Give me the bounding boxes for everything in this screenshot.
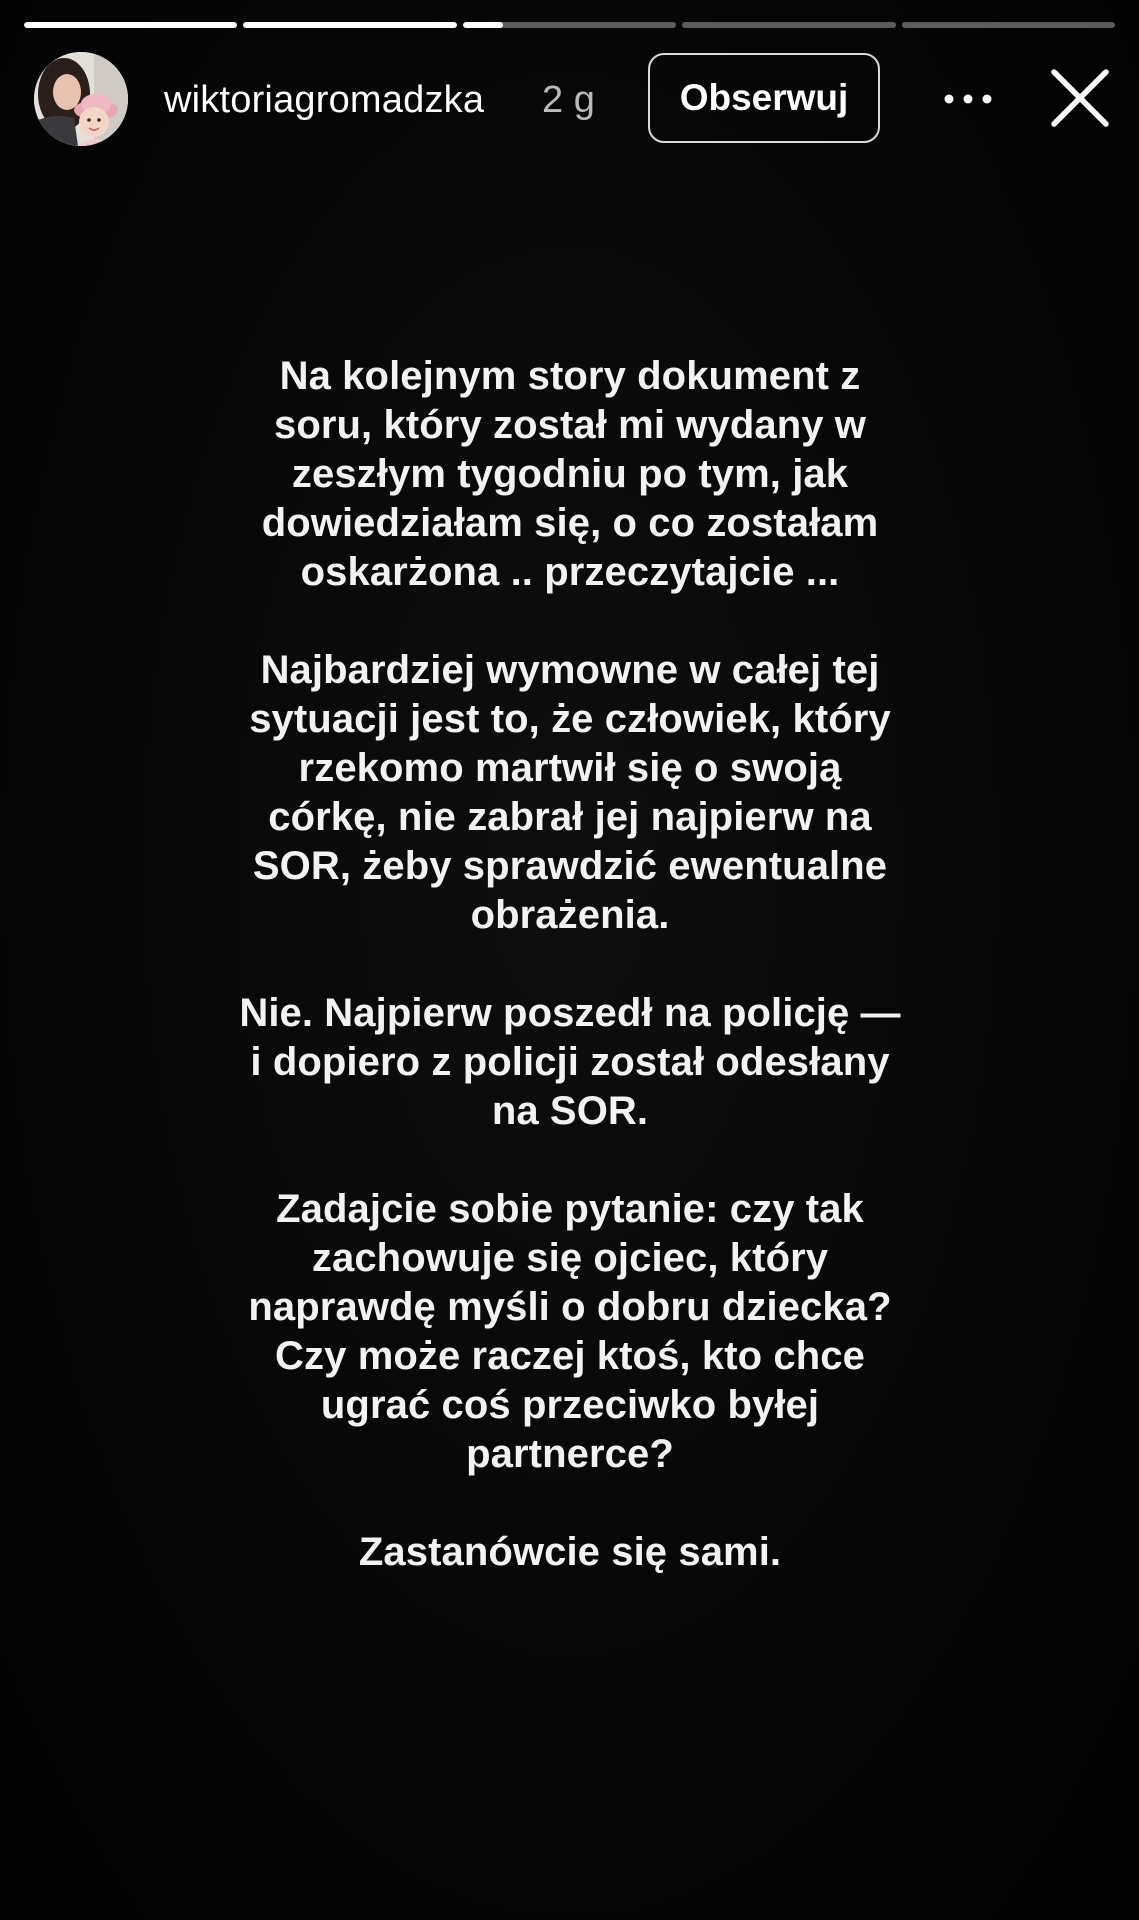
progress-segment-fill xyxy=(24,22,237,28)
progress-segment-fill xyxy=(243,22,456,28)
progress-segment-fill xyxy=(463,22,504,28)
username[interactable]: wiktoriagromadzka xyxy=(164,79,485,121)
progress-segment xyxy=(243,22,456,28)
progress-segment xyxy=(682,22,895,28)
story-text xyxy=(170,352,970,1577)
story-paragraph: Zastanówcie się sami. xyxy=(358,1530,782,1574)
progress-segment xyxy=(24,22,237,28)
story-paragraph: Zadajcie sobie pytanie: czy tak zachowuje się ojciec, który naprawdę myśli o dobru dziecka? Czy może raczej ktoś, kto chce ugrać coś przeciwko byłej partnerce? xyxy=(248,1187,892,1476)
avatar[interactable] xyxy=(34,52,128,146)
story-paragraph: Najbardziej wymowne w całej tej sytuacji jest to, że człowiek, który rzekomo martwił się o swoją córkę, nie zabrał jej najpierw na SOR, żeby sprawdzić ewentualne obrażenia. xyxy=(249,648,891,937)
story-header xyxy=(34,52,1114,146)
follow-button[interactable]: Obserwuj xyxy=(648,53,880,143)
story-paragraph: Nie. Najpierw poszedł na policję — i dopiero z policji został odesłany na SOR. xyxy=(239,991,901,1133)
story-paragraph: Na kolejnym story dokument z soru, który został mi wydany w zeszłym tygodniu po tym, jak dowiedziałam się, o co zostałam oskarżona .. przeczytajcie ... xyxy=(261,354,879,594)
story-progress-bar xyxy=(24,22,1115,28)
progress-segment xyxy=(463,22,676,28)
avatar-image xyxy=(34,52,128,146)
close-icon[interactable] xyxy=(1048,66,1112,130)
progress-segment xyxy=(902,22,1115,28)
more-horizontal-icon[interactable] xyxy=(938,82,998,116)
post-time: 2 g xyxy=(542,79,595,121)
